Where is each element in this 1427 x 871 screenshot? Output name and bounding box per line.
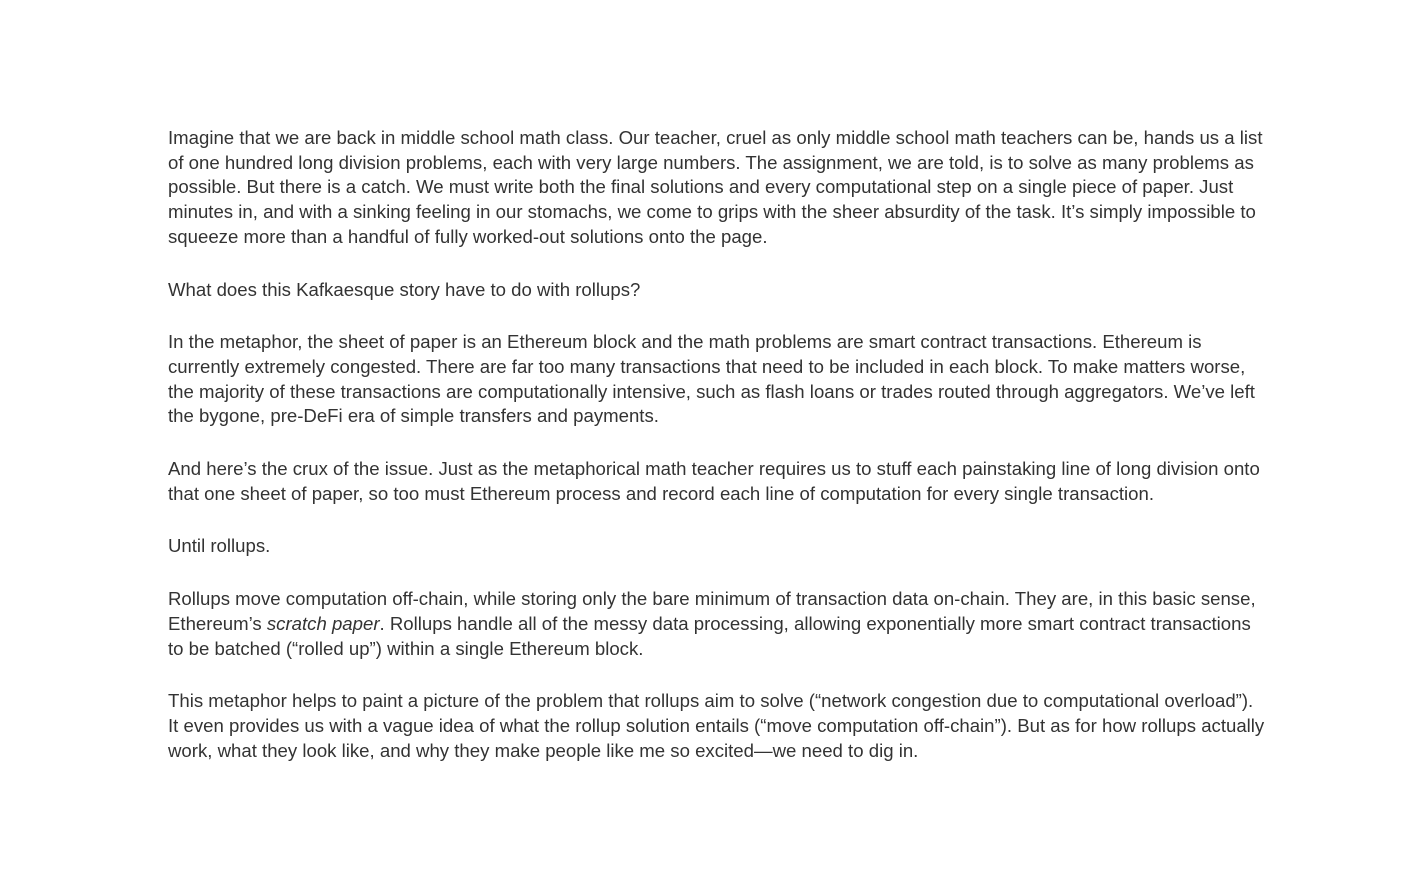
scratch-paper-emphasis: scratch paper (266, 612, 380, 634)
paragraph-metaphor: In the metaphor, the sheet of paper is an Ethereum block and the math problems are smart contract transactions. Ethereum is currently extremely congested. There are far too many transactions that need to be included in each block. To make matters worse, the majority of these transactions are computationally intensive, such as flash loans or trades routed through aggregators. We’ve left the bygone, pre-DeFi era of simple transfers and payments. (168, 331, 1255, 427)
rollups-text-before: Rollups move computation off-chain, while storing only the bare minimum of transaction data on-chain. They are, in this basic sense, Ethereum’s (168, 588, 1256, 634)
paragraph-crux: And here’s the crux of the issue. Just as the metaphorical math teacher requires us to stuff each painstaking line of long division onto that one sheet of paper, so too must Ethereum process and record each line of computation for every single transaction. (168, 458, 1260, 504)
rollups-text-after: . Rollups handle all of the messy data processing, allowing exponentially more smart contract transactions to be batched (“rolled up”) within a single Ethereum block. (168, 612, 1251, 659)
paragraph-rollups (168, 587, 1266, 661)
article-body (168, 126, 1266, 763)
paragraph-until-rollups: Until rollups. (168, 535, 271, 557)
paragraph-intro: Imagine that we are back in middle school math class. Our teacher, cruel as only middle school math teachers can be, hands us a list of one hundred long division problems, each with very large numbers. The assignment, we are told, is to solve as many problems as possible. But there is a catch. We must write both the final solutions and every computational step on a single piece of paper. Just minutes in, and with a sinking feeling in our stomachs, we come to grips with the sheer absurdity of the task. It’s simply impossible to squeeze more than a handful of fully worked-out solutions onto the page. (168, 127, 1263, 247)
paragraph-question: What does this Kafkaesque story have to do with rollups? (168, 278, 641, 300)
paragraph-closing: This metaphor helps to paint a picture of the problem that rollups aim to solve (“network congestion due to computational overload”). It even provides us with a vague idea of what the rollup solution entails (“move computation off-chain”). But as for how rollups actually work, what they look like, and why they make people like me so excited—we need to dig in. (168, 690, 1265, 761)
